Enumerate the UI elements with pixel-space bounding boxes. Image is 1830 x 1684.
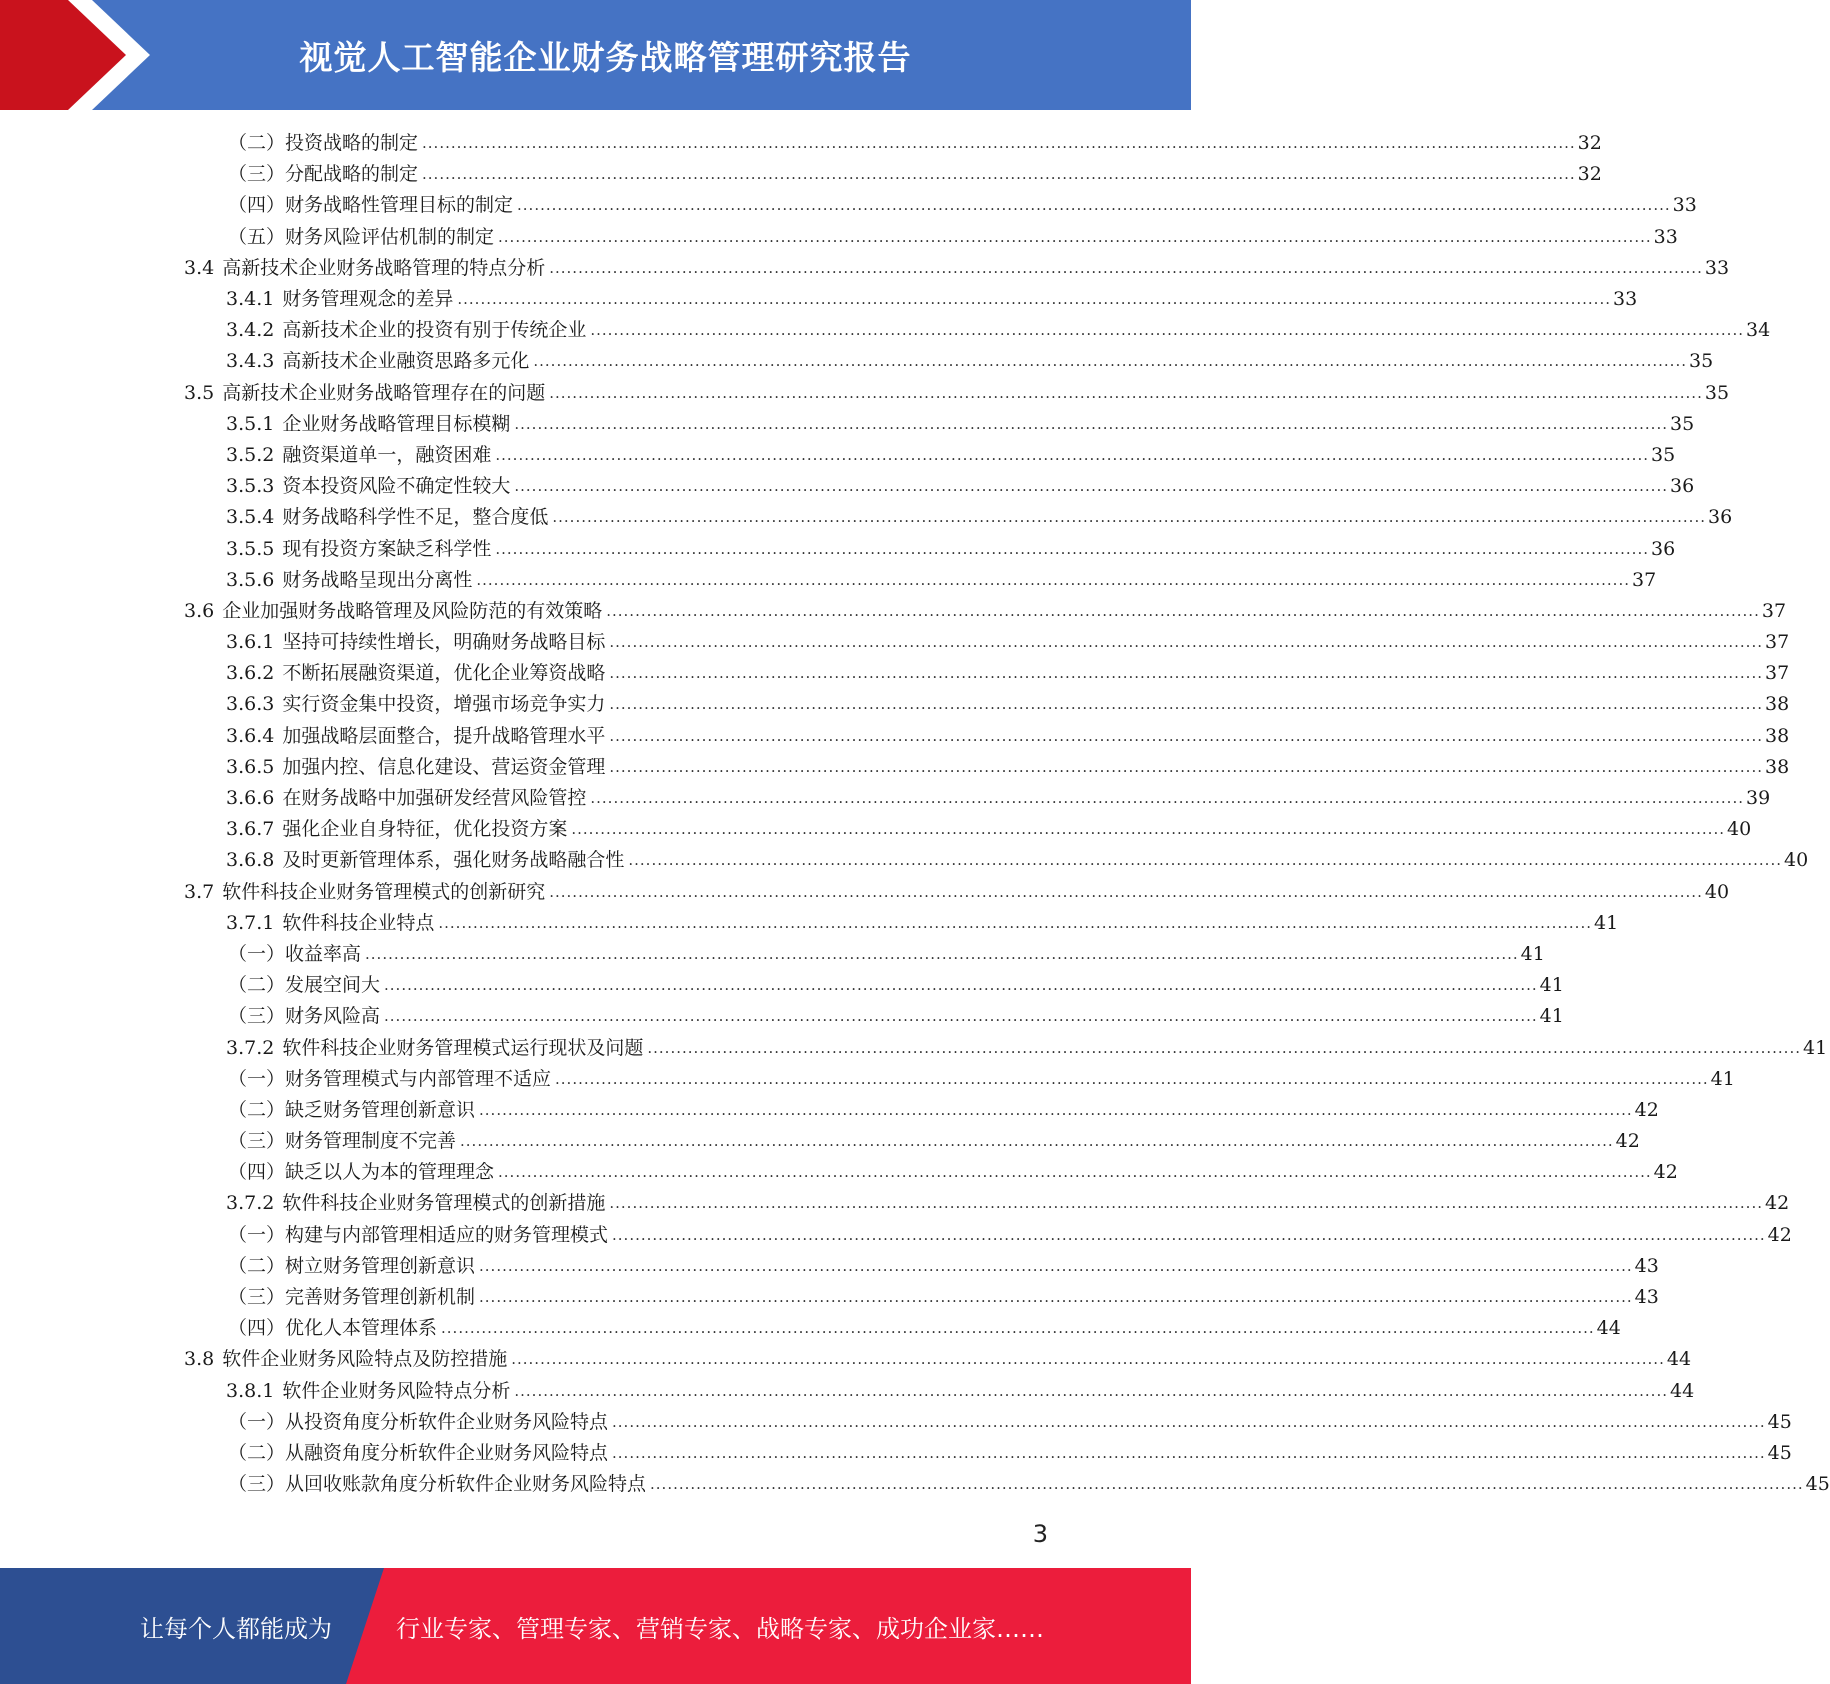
toc-leader-dots: ........................................................................................................................................................................................................	[476, 570, 1630, 589]
toc-entry-page: 32	[1577, 163, 1602, 186]
toc-entry	[0, 1251, 1659, 1282]
toc-entry-title: 加强战略层面整合，提升战略管理水平	[282, 724, 606, 747]
toc-entry	[0, 1344, 1692, 1375]
toc-leader-dots: ........................................................................................................................................................................................................	[612, 1225, 1766, 1244]
toc-entry	[0, 1095, 1659, 1126]
toc-entry	[0, 721, 1790, 752]
toc-leader-dots: ........................................................................................................................................................................................................	[549, 383, 1703, 402]
toc-entry-number: 3.7.1	[226, 911, 275, 934]
toc-entry-title: 财务战略科学性不足，整合度低	[282, 506, 549, 529]
toc-entry-number: 3.6.6	[226, 787, 275, 810]
toc-entry-title: （五）财务风险评估机制的制定	[228, 225, 495, 248]
toc-entry-title: 高新技术企业财务战略管理的特点分析	[222, 256, 546, 279]
toc-entry-title: （三）分配战略的制定	[228, 163, 419, 186]
toc-leader-dots: ........................................................................................................................................................................................................	[552, 508, 1706, 527]
toc-entry	[0, 471, 1695, 502]
toc-entry-number: 3.8	[184, 1348, 215, 1371]
toc-entry	[0, 440, 1676, 471]
toc-entry	[0, 190, 1697, 221]
toc-entry-title: 软件企业财务风险特点分析	[282, 1379, 511, 1402]
document-title: 视觉人工智能企业财务战略管理研究报告	[299, 37, 912, 77]
toc-leader-dots: ........................................................................................................................................................................................................	[609, 757, 1763, 776]
toc-entry	[0, 253, 1730, 284]
toc-entry-page: 36	[1651, 537, 1676, 560]
toc-entry	[0, 689, 1790, 720]
toc-leader-dots: ........................................................................................................................................................................................................	[514, 1381, 1668, 1400]
toc-leader-dots: ........................................................................................................................................................................................................	[460, 1132, 1614, 1151]
toc-entry-page: 41	[1539, 974, 1564, 997]
toc-leader-dots: ........................................................................................................................................................................................................	[384, 976, 1538, 995]
toc-entry	[0, 315, 1771, 346]
toc-entry	[0, 1313, 1621, 1344]
toc-entry-title: 软件企业财务风险特点及防控措施	[222, 1348, 508, 1371]
toc-entry-title: 软件科技企业特点	[282, 911, 435, 934]
toc-entry-page: 33	[1653, 225, 1678, 248]
toc-entry-title: （一）构建与内部管理相适应的财务管理模式	[228, 1223, 609, 1246]
toc-entry-title: 财务管理观念的差异	[282, 288, 454, 311]
toc-entry-title: （三）财务风险高	[228, 1005, 381, 1028]
toc-entry-number: 3.4.2	[226, 319, 275, 342]
toc-entry-page: 35	[1704, 381, 1730, 404]
toc-entry	[0, 502, 1733, 533]
toc-entry-number: 3.7.2	[226, 1192, 275, 1215]
toc-leader-dots: ........................................................................................................................................................................................................	[609, 726, 1763, 745]
toc-entry-title: 强化企业自身特征，优化投资方案	[282, 818, 568, 841]
toc-entry-page: 36	[1708, 506, 1733, 529]
footer-slogan-right: 行业专家、管理专家、营销专家、战略专家、成功企业家……	[396, 1614, 1044, 1643]
toc-entry-page: 37	[1761, 599, 1787, 622]
toc-entry-number: 3.6	[184, 599, 215, 622]
toc-entry	[0, 378, 1730, 409]
toc-entry-page: 45	[1767, 1410, 1792, 1433]
toc-entry	[0, 877, 1730, 908]
toc-entry-title: （二）投资战略的制定	[228, 132, 419, 155]
toc-leader-dots: ........................................................................................................................................................................................................	[609, 664, 1763, 683]
toc-entry-page: 45	[1805, 1473, 1830, 1496]
toc-entry	[0, 533, 1676, 564]
toc-entry-page: 44	[1666, 1348, 1692, 1371]
toc-leader-dots: ........................................................................................................................................................................................................	[628, 851, 1782, 870]
toc-entry-title: 企业加强财务战略管理及风险防范的有效策略	[222, 599, 603, 622]
toc-entry-title: 软件科技企业财务管理模式的创新措施	[282, 1192, 606, 1215]
toc-entry-title: （四）优化人本管理体系	[228, 1317, 438, 1340]
toc-entry-page: 44	[1670, 1379, 1695, 1402]
toc-entry-title: 现有投资方案缺乏科学性	[282, 537, 492, 560]
toc-leader-dots: ........................................................................................................................................................................................................	[609, 1194, 1763, 1213]
toc-entry-title: 财务战略呈现出分离性	[282, 568, 473, 591]
toc-entry	[0, 783, 1771, 814]
toc-entry-page: 38	[1765, 693, 1790, 716]
toc-entry-page: 37	[1632, 568, 1657, 591]
toc-entry-title: （四）财务战略性管理目标的制定	[228, 194, 514, 217]
toc-entry-number: 3.4	[184, 256, 215, 279]
toc-entry	[0, 159, 1602, 190]
toc-entry	[0, 752, 1790, 783]
toc-entry-title: 高新技术企业的投资有别于传统企业	[282, 319, 587, 342]
toc-entry-title: （一）财务管理模式与内部管理不适应	[228, 1067, 552, 1090]
toc-leader-dots: ........................................................................................................................................................................................................	[479, 1288, 1633, 1307]
toc-entry	[0, 908, 1619, 939]
toc-leader-dots: ........................................................................................................................................................................................................	[479, 1256, 1633, 1275]
toc-entry-title: （二）发展空间大	[228, 974, 381, 997]
toc-leader-dots: ........................................................................................................................................................................................................	[571, 820, 1725, 839]
toc-entry-number: 3.5	[184, 381, 215, 404]
toc-entry	[0, 1188, 1790, 1219]
toc-leader-dots: ........................................................................................................................................................................................................	[422, 134, 1576, 153]
toc-entry-title: 在财务战略中加强研发经营风险管控	[282, 787, 587, 810]
toc-entry-title: 坚持可持续性增长，明确财务战略目标	[282, 631, 606, 654]
toc-entry-number: 3.8.1	[226, 1379, 275, 1402]
toc-entry-page: 44	[1596, 1317, 1621, 1340]
toc-leader-dots: ........................................................................................................................................................................................................	[609, 633, 1763, 652]
toc-entry	[0, 1157, 1678, 1188]
toc-leader-dots: ........................................................................................................................................................................................................	[549, 258, 1703, 277]
toc-entry-number: 3.6.1	[226, 631, 275, 654]
toc-entry	[0, 1376, 1695, 1407]
toc-entry	[0, 565, 1657, 596]
toc-entry-number: 3.5.3	[226, 475, 275, 498]
toc-entry-title: （三）从回收账款角度分析软件企业财务风险特点	[228, 1473, 647, 1496]
toc-entry	[0, 1064, 1735, 1095]
toc-leader-dots: ........................................................................................................................................................................................................	[498, 227, 1652, 246]
toc-leader-dots: ........................................................................................................................................................................................................	[441, 1319, 1595, 1338]
toc-leader-dots: ........................................................................................................................................................................................................	[495, 445, 1649, 464]
toc-entry-page: 42	[1615, 1130, 1640, 1153]
toc-entry-page: 42	[1767, 1223, 1792, 1246]
toc-entry	[0, 845, 1809, 876]
toc-entry-title: 资本投资风险不确定性较大	[282, 475, 511, 498]
toc-entry	[0, 970, 1564, 1001]
toc-entry-title: 企业财务战略管理目标模糊	[282, 412, 511, 435]
toc-entry-number: 3.6.3	[226, 693, 275, 716]
toc-entry	[0, 1032, 1828, 1063]
toc-leader-dots: ........................................................................................................................................................................................................	[612, 1412, 1766, 1431]
toc-entry-page: 34	[1746, 319, 1771, 342]
toc-leader-dots: ........................................................................................................................................................................................................	[609, 695, 1763, 714]
toc-entry	[0, 1407, 1792, 1438]
toc-entry-page: 37	[1765, 631, 1790, 654]
toc-entry-page: 35	[1689, 350, 1714, 373]
toc-entry-title: （二）从融资角度分析软件企业财务风险特点	[228, 1441, 609, 1464]
table-of-contents	[0, 128, 1830, 1500]
toc-leader-dots: ........................................................................................................................................................................................................	[495, 539, 1649, 558]
toc-entry-page: 33	[1704, 256, 1730, 279]
toc-leader-dots: ........................................................................................................................................................................................................	[438, 913, 1592, 932]
toc-entry-title: （二）缺乏财务管理创新意识	[228, 1098, 476, 1121]
toc-entry-page: 38	[1765, 755, 1790, 778]
toc-entry-number: 3.6.2	[226, 662, 275, 685]
toc-entry	[0, 409, 1695, 440]
toc-entry	[0, 658, 1790, 689]
toc-entry	[0, 284, 1638, 315]
toc-leader-dots: ........................................................................................................................................................................................................	[647, 1038, 1801, 1057]
toc-leader-dots: ........................................................................................................................................................................................................	[457, 290, 1611, 309]
toc-entry-title: （四）缺乏以人为本的管理理念	[228, 1161, 495, 1184]
toc-entry	[0, 1438, 1792, 1469]
toc-leader-dots: ........................................................................................................................................................................................................	[606, 601, 1760, 620]
toc-entry-page: 37	[1765, 662, 1790, 685]
toc-entry-page: 41	[1539, 1005, 1564, 1028]
toc-entry-page: 41	[1520, 942, 1545, 965]
toc-entry-page: 41	[1594, 911, 1619, 934]
toc-entry-number: 3.5.1	[226, 412, 275, 435]
toc-entry-page: 38	[1765, 724, 1790, 747]
toc-entry-page: 40	[1704, 880, 1730, 903]
toc-leader-dots: ........................................................................................................................................................................................................	[514, 414, 1668, 433]
toc-entry-title: 软件科技企业财务管理模式的创新研究	[222, 880, 546, 903]
footer-slogan-left: 让每个人都能成为	[140, 1614, 332, 1643]
toc-entry-title: 高新技术企业融资思路多元化	[282, 350, 530, 373]
toc-entry-page: 41	[1710, 1067, 1735, 1090]
toc-entry-number: 3.4.1	[226, 288, 275, 311]
toc-entry-number: 3.5.6	[226, 568, 275, 591]
toc-entry-page: 36	[1670, 475, 1695, 498]
toc-leader-dots: ........................................................................................................................................................................................................	[365, 944, 1519, 963]
toc-entry	[0, 346, 1714, 377]
toc-entry	[0, 627, 1790, 658]
toc-leader-dots: ........................................................................................................................................................................................................	[590, 789, 1744, 808]
toc-entry	[0, 1220, 1792, 1251]
toc-leader-dots: ........................................................................................................................................................................................................	[422, 165, 1576, 184]
toc-entry-page: 42	[1653, 1161, 1678, 1184]
toc-leader-dots: ........................................................................................................................................................................................................	[498, 1163, 1652, 1182]
toc-entry	[0, 128, 1602, 159]
toc-entry-page: 35	[1651, 443, 1676, 466]
toc-entry-number: 3.7	[184, 880, 215, 903]
toc-entry-title: 实行资金集中投资，增强市场竞争实力	[282, 693, 606, 716]
toc-leader-dots: ........................................................................................................................................................................................................	[650, 1475, 1804, 1494]
page-header	[0, 0, 1191, 110]
toc-entry-page: 43	[1634, 1286, 1659, 1309]
toc-entry	[0, 1469, 1830, 1500]
toc-entry	[0, 814, 1752, 845]
toc-entry-page: 33	[1613, 288, 1638, 311]
toc-entry-title: 软件科技企业财务管理模式运行现状及问题	[282, 1036, 644, 1059]
toc-entry-page: 45	[1767, 1441, 1792, 1464]
toc-entry	[0, 939, 1545, 970]
toc-entry-number: 3.4.3	[226, 350, 275, 373]
toc-leader-dots: ........................................................................................................................................................................................................	[514, 477, 1668, 496]
toc-leader-dots: ........................................................................................................................................................................................................	[384, 1007, 1538, 1026]
toc-entry	[0, 1282, 1659, 1313]
toc-entry-title: 融资渠道单一，融资困难	[282, 443, 492, 466]
toc-entry-title: 高新技术企业财务战略管理存在的问题	[222, 381, 546, 404]
toc-leader-dots: ........................................................................................................................................................................................................	[517, 196, 1671, 215]
toc-entry-number: 3.6.8	[226, 849, 275, 872]
toc-entry	[0, 1001, 1564, 1032]
toc-entry-number: 3.6.7	[226, 818, 275, 841]
toc-leader-dots: ........................................................................................................................................................................................................	[479, 1100, 1633, 1119]
toc-leader-dots: ........................................................................................................................................................................................................	[533, 352, 1687, 371]
page-footer	[0, 1568, 1191, 1684]
toc-entry-number: 3.5.5	[226, 537, 275, 560]
toc-entry-page: 42	[1634, 1098, 1659, 1121]
toc-entry-title: 不断拓展融资渠道，优化企业筹资战略	[282, 662, 606, 685]
toc-entry-number: 3.6.5	[226, 755, 275, 778]
toc-entry-title: （一）收益率高	[228, 942, 362, 965]
toc-entry-page: 43	[1634, 1254, 1659, 1277]
toc-entry-page: 41	[1803, 1036, 1828, 1059]
toc-leader-dots: ........................................................................................................................................................................................................	[549, 882, 1703, 901]
toc-entry-page: 40	[1727, 818, 1752, 841]
toc-entry-page: 35	[1670, 412, 1695, 435]
toc-entry-title: （二）树立财务管理创新意识	[228, 1254, 476, 1277]
toc-entry-number: 3.6.4	[226, 724, 275, 747]
toc-entry	[0, 596, 1787, 627]
page-number: 3	[1032, 1520, 1048, 1548]
toc-entry-title: 加强内控、信息化建设、营运资金管理	[282, 755, 606, 778]
toc-entry-page: 42	[1765, 1192, 1790, 1215]
toc-entry	[0, 1126, 1640, 1157]
toc-leader-dots: ........................................................................................................................................................................................................	[511, 1350, 1665, 1369]
toc-entry	[0, 222, 1678, 253]
toc-entry-title: （一）从投资角度分析软件企业财务风险特点	[228, 1410, 609, 1433]
toc-leader-dots: ........................................................................................................................................................................................................	[612, 1443, 1766, 1462]
toc-entry-number: 3.5.2	[226, 443, 275, 466]
toc-leader-dots: ........................................................................................................................................................................................................	[590, 321, 1744, 340]
toc-entry-title: （三）完善财务管理创新机制	[228, 1286, 476, 1309]
toc-entry-number: 3.5.4	[226, 506, 275, 529]
toc-entry-title: （三）财务管理制度不完善	[228, 1130, 457, 1153]
toc-leader-dots: ........................................................................................................................................................................................................	[555, 1069, 1709, 1088]
toc-entry-page: 32	[1577, 132, 1602, 155]
toc-entry-page: 39	[1746, 787, 1771, 810]
toc-entry-page: 33	[1672, 194, 1697, 217]
toc-entry-number: 3.7.2	[226, 1036, 275, 1059]
toc-entry-title: 及时更新管理体系，强化财务战略融合性	[282, 849, 625, 872]
toc-entry-page: 40	[1784, 849, 1809, 872]
